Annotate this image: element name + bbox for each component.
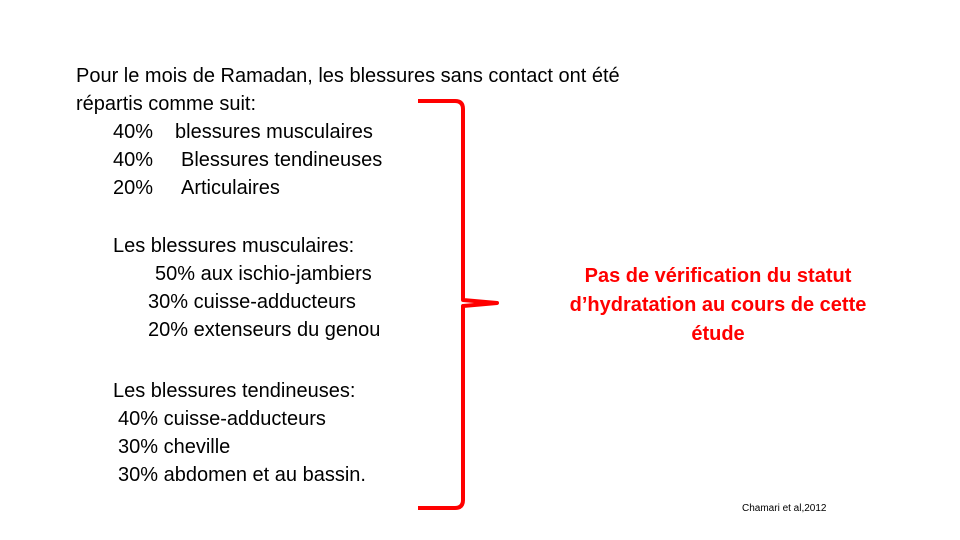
citation: Chamari et al,2012: [742, 503, 827, 514]
intro-line-1: Pour le mois de Ramadan, les blessures sans contact ont été: [76, 65, 620, 87]
tendon-heading: Les blessures tendineuses:: [113, 380, 356, 402]
distribution-percent: 40%: [113, 121, 154, 143]
muscular-item: 30% cuisse-adducteurs: [148, 291, 356, 313]
distribution-label: Blessures tendineuses: [181, 149, 383, 171]
tendon-item: 30% cheville: [118, 436, 231, 458]
intro-line-2: répartis comme suit:: [76, 93, 257, 115]
muscular-item: 20% extenseurs du genou: [148, 319, 381, 341]
hydration-note: Pas de vérification du statut d’hydratation au cours de cette étude: [569, 265, 867, 345]
tendon-item: 30% abdomen et au bassin.: [118, 464, 366, 486]
tendon-item: 40% cuisse-adducteurs: [118, 408, 326, 430]
distribution-label: blessures musculaires: [175, 121, 373, 143]
distribution-percent: 20%: [113, 177, 154, 199]
muscular-item: 50% aux ischio-jambiers: [155, 263, 372, 285]
muscular-heading: Les blessures musculaires:: [113, 235, 355, 257]
distribution-label: Articulaires: [181, 177, 280, 199]
distribution-percent: 40%: [113, 149, 154, 171]
